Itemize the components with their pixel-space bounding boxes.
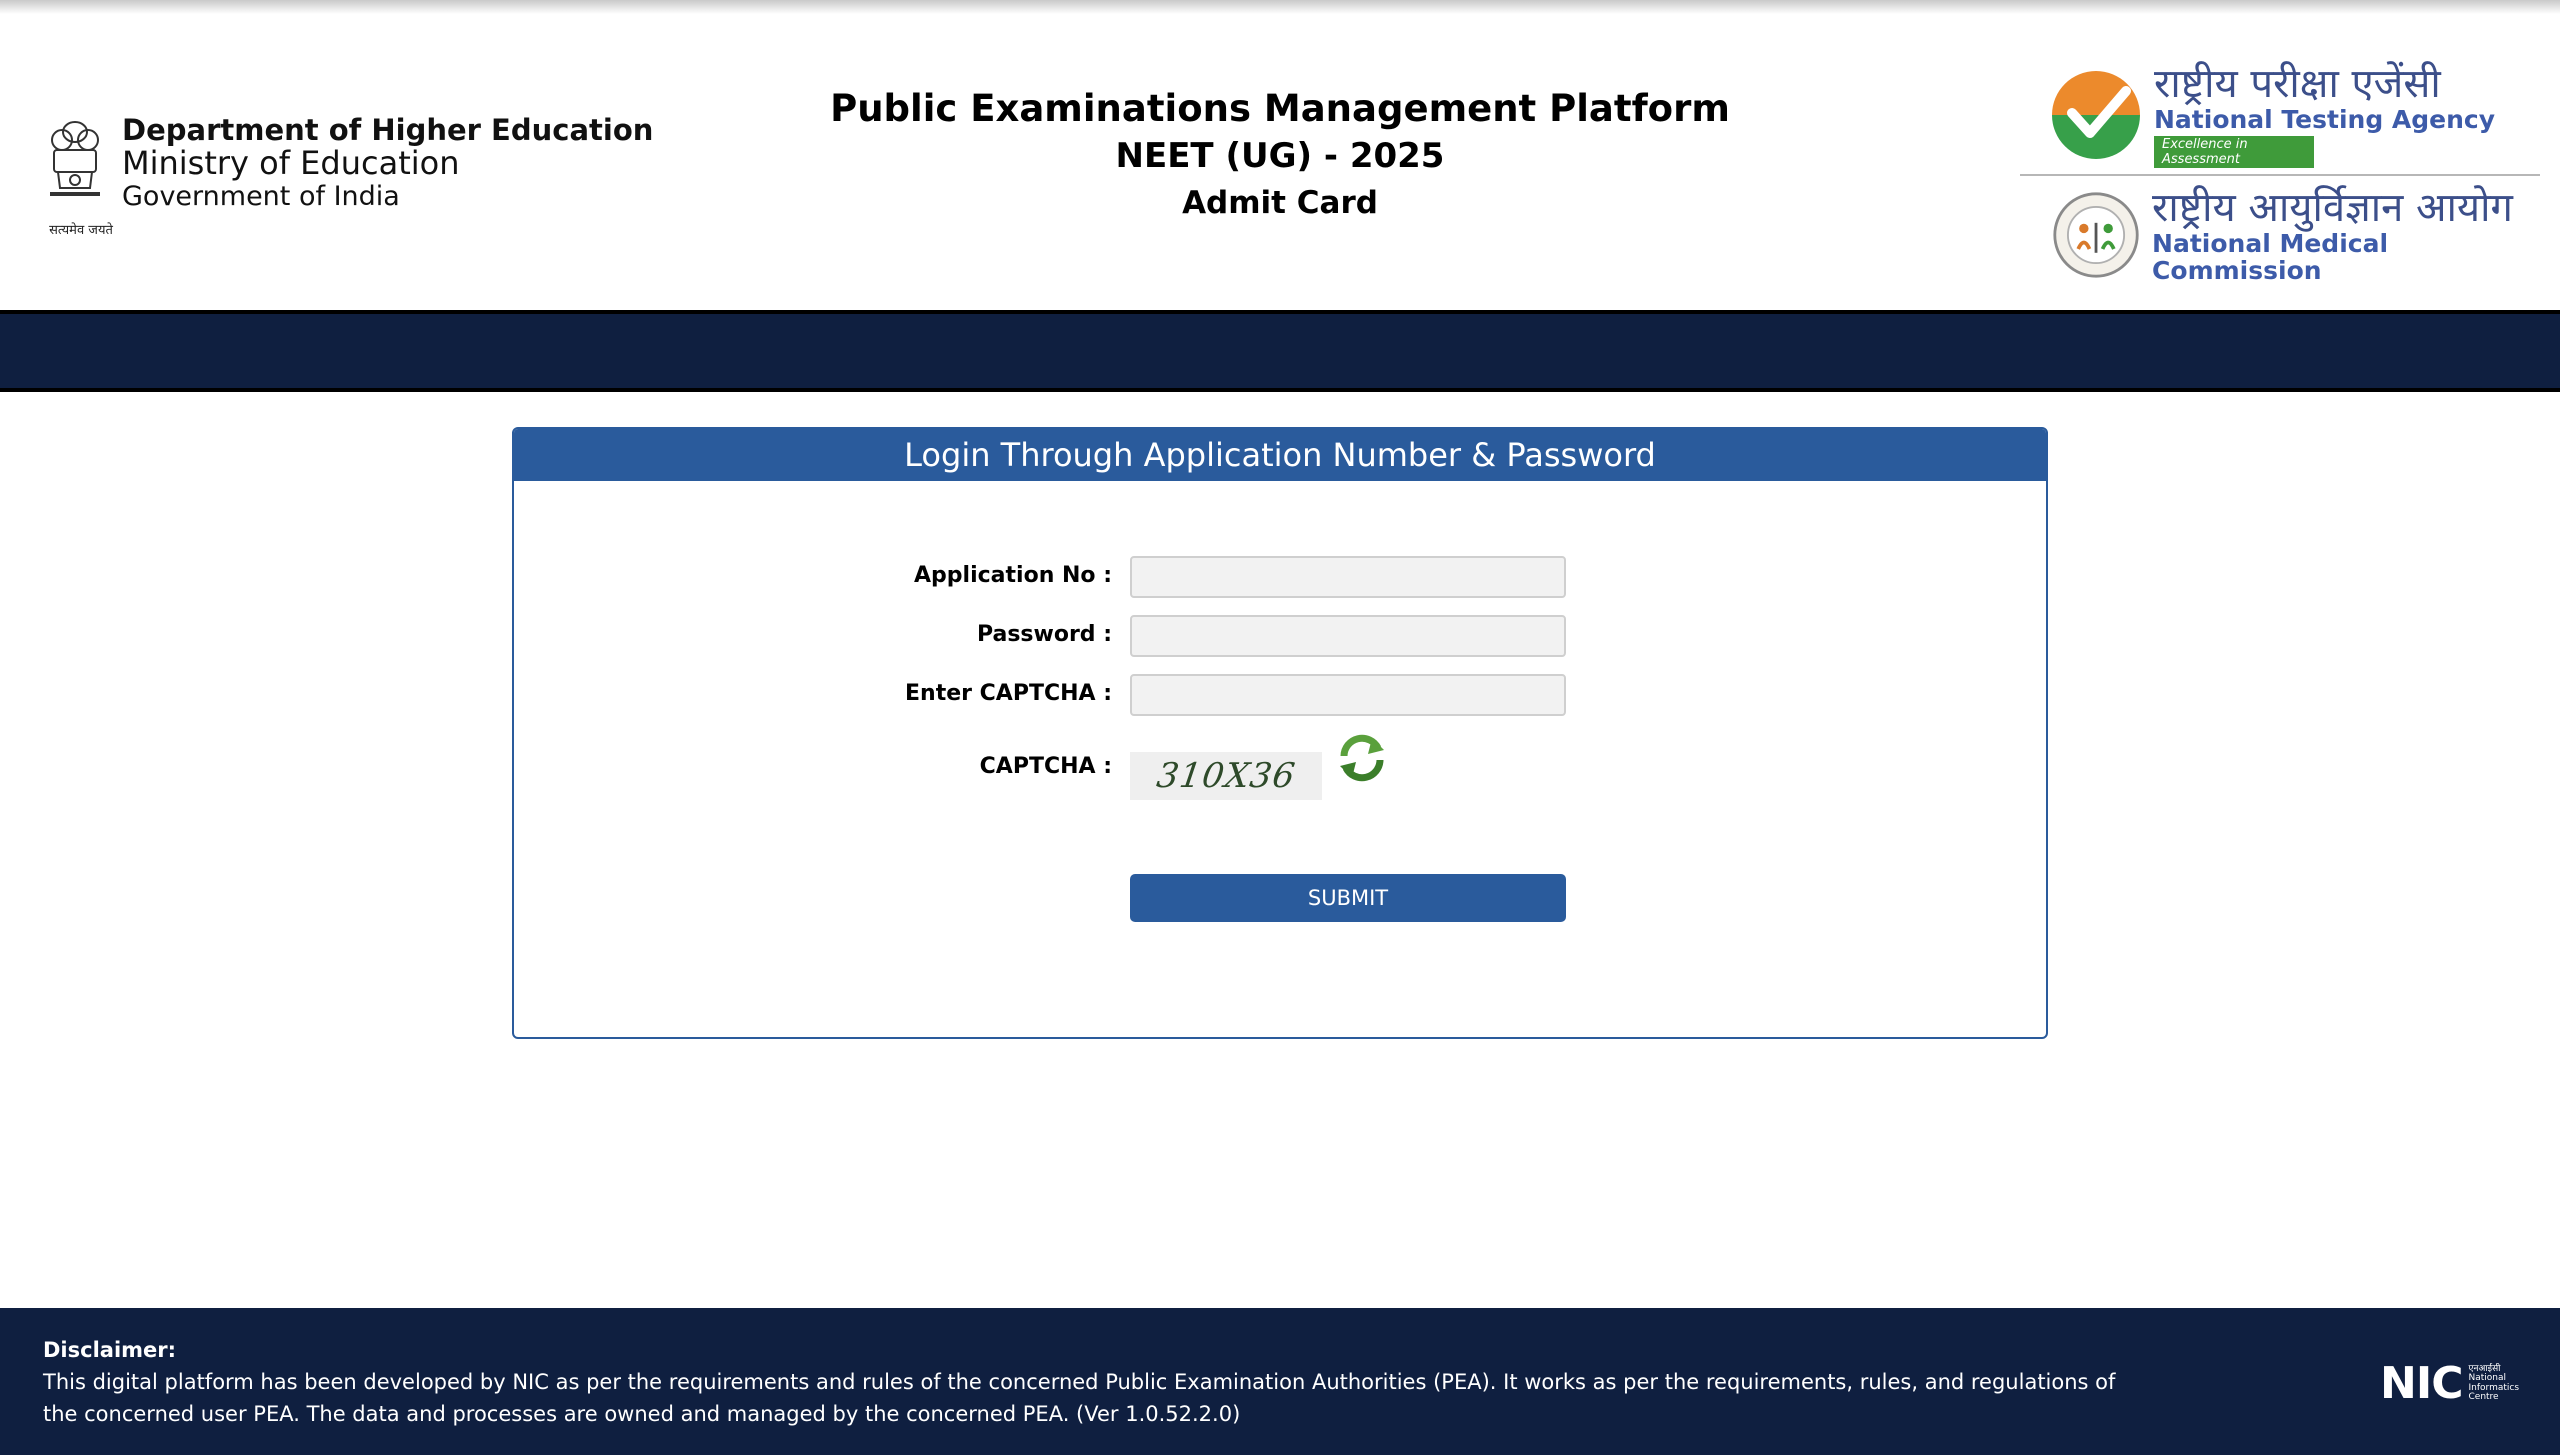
password-label: Password : xyxy=(976,622,1112,647)
emblem-caption: सत्यमेव जयते xyxy=(49,223,113,238)
disclaimer-text: This digital platform has been developed by NIC as per the requirements and rules of the concerned Public Examination Authorities (PEA). It works as per the requirements, rules, and regulations of the concerned user PEA. The data and processes are owned and managed by the concerned PEA. (Ver 1.0.52.2.0) xyxy=(43,1370,2116,1426)
nmc-english-name: National Medical Commission xyxy=(2152,228,2389,285)
page-title-block xyxy=(780,86,1780,226)
application-number-label: Application No : xyxy=(914,563,1112,588)
government-name: Government of India xyxy=(122,181,400,213)
national-emblem-icon xyxy=(40,114,122,238)
captcha-entry-label: Enter CAPTCHA : xyxy=(905,681,1112,706)
navigation-band xyxy=(0,310,2560,392)
disclaimer-title: Disclaimer: xyxy=(43,1338,177,1362)
department-text xyxy=(122,114,653,213)
captcha-text: 310X36 xyxy=(1154,756,1298,796)
nic-logo-icon xyxy=(2380,1358,2529,1409)
logo-divider xyxy=(2020,174,2540,176)
login-heading: Login Through Application Number & Password xyxy=(514,429,2046,481)
nta-hindi-name: राष्ट्रीय परीक्षा एजेंसी xyxy=(2154,60,2441,107)
nta-english-name: National Testing Agency xyxy=(2154,104,2496,134)
nta-logo xyxy=(2020,60,2540,170)
footer xyxy=(0,1308,2560,1455)
captcha-image xyxy=(1130,752,1322,800)
top-shadow xyxy=(0,0,2560,14)
nic-hindi-name: एनआईसी xyxy=(2468,1363,2501,1374)
nmc-text xyxy=(2152,186,2540,285)
nic-english-name: National Informatics Centre xyxy=(2468,1373,2520,1402)
login-card xyxy=(512,427,2048,1039)
refresh-captcha-icon[interactable] xyxy=(1334,730,1390,786)
captcha-input[interactable] xyxy=(1130,674,1566,716)
nta-text xyxy=(2154,62,2495,169)
captcha-label: CAPTCHA : xyxy=(979,754,1112,779)
document-title: Admit Card xyxy=(1182,184,1378,221)
nmc-logo xyxy=(2020,180,2540,290)
agency-logos xyxy=(2020,60,2540,290)
ministry-name: Ministry of Education xyxy=(122,144,460,183)
department-block xyxy=(40,114,653,238)
nta-logo-icon xyxy=(2050,69,2142,161)
nic-logo-caption xyxy=(2469,1365,2529,1403)
exam-title: NEET (UG) - 2025 xyxy=(1115,136,1445,177)
department-name: Department of Higher Education xyxy=(122,113,654,147)
site-header xyxy=(0,14,2560,310)
nta-tagline: Excellence in Assessment xyxy=(2154,136,2314,168)
nmc-hindi-name: राष्ट्रीय आयुर्विज्ञान आयोग xyxy=(2152,184,2513,231)
platform-title: Public Examinations Management Platform xyxy=(830,87,1730,130)
nmc-logo-icon xyxy=(2052,188,2140,282)
submit-button[interactable]: SUBMIT xyxy=(1130,874,1566,922)
nic-logo-mark: NIC xyxy=(2380,1358,2463,1409)
password-input[interactable] xyxy=(1130,615,1566,657)
application-number-input[interactable] xyxy=(1130,556,1566,598)
